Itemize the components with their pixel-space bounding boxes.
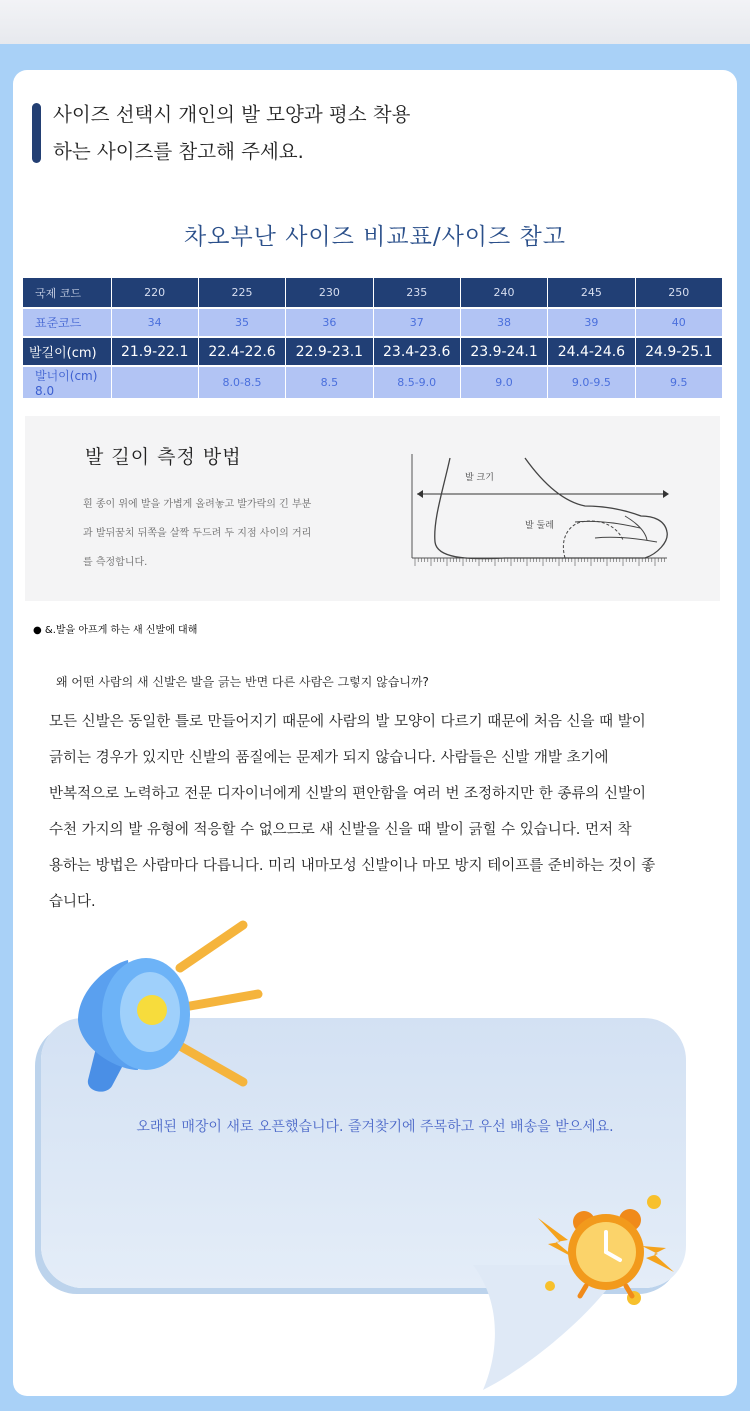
alarm-clock-icon [538, 1188, 688, 1308]
table-cell: 8.5 [286, 366, 373, 398]
section-heading: ● &.발을 아프게 하는 새 신발에 대해 [33, 625, 198, 636]
table-cell: 245 [548, 278, 635, 308]
content-card [13, 70, 737, 1396]
table-cell [111, 366, 198, 398]
table-row-standard-code [23, 308, 723, 337]
table-cell: 39 [548, 308, 635, 337]
table-cell: 240 [460, 278, 547, 308]
size-table [23, 278, 723, 398]
measure-description [83, 490, 311, 577]
table-cell: 9.5 [635, 366, 722, 398]
table-cell: 35 [198, 308, 285, 337]
table-cell: 36 [286, 308, 373, 337]
table-cell: 22.4-22.6 [198, 337, 285, 366]
megaphone-icon [68, 920, 268, 1110]
intro-line-2: 하는 사이즈를 참고해 주세요. [53, 140, 304, 163]
table-cell: 22.9-23.1 [286, 337, 373, 366]
girth-label: 발 둘레 [525, 521, 554, 531]
table-cell: 250 [635, 278, 722, 308]
intro-text [53, 96, 410, 170]
table-cell: 9.0-9.5 [548, 366, 635, 398]
table-cell: 230 [286, 278, 373, 308]
accent-bar [32, 103, 41, 163]
measure-title: 발 길이 측정 방법 [85, 446, 242, 468]
table-cell: 21.9-22.1 [111, 337, 198, 366]
table-cell: 23.4-23.6 [373, 337, 460, 366]
measure-desc-line: 를 측정합니다. [83, 557, 148, 568]
body-text [49, 704, 719, 920]
table-row-foot-width [23, 366, 723, 398]
body-line: 수천 가지의 발 유형에 적응할 수 없으므로 새 신발을 신을 때 발이 긁힐 수 있습니다. 먼저 착 [49, 822, 632, 838]
table-cell: 23.9-24.1 [460, 337, 547, 366]
table-cell: 24.9-25.1 [635, 337, 722, 366]
table-cell: 37 [373, 308, 460, 337]
table-cell: 235 [373, 278, 460, 308]
table-cell: 40 [635, 308, 722, 337]
table-row-international-code [23, 278, 723, 308]
row-label: 발길이(cm) [23, 337, 111, 366]
row-label: 국제 코드 [23, 278, 111, 308]
table-cell: 220 [111, 278, 198, 308]
table-cell: 38 [460, 308, 547, 337]
size-chart-title: 차오부난 사이즈 비교표/사이즈 참고 [184, 224, 566, 250]
table-cell: 24.4-24.6 [548, 337, 635, 366]
body-line: 반복적으로 노력하고 전문 디자이너에게 신발의 편안함을 여러 번 조정하지만 한 종류의 신발이 [49, 786, 646, 802]
row-label: 발너이(cm) 8.0 [23, 366, 111, 398]
intro-line-1: 사이즈 선택시 개인의 발 모양과 평소 착용 [53, 103, 411, 126]
measure-desc-line: 흰 종이 위에 발을 가볍게 올려놓고 발가락의 긴 부분 [83, 499, 312, 510]
question-text: 왜 어떤 사람의 새 신발은 발을 긁는 반면 다른 사람은 그렇지 않습니까? [56, 675, 429, 689]
body-line: 용하는 방법은 사람마다 다릅니다. 미리 내마모성 신발이나 마모 방지 테이프를 준비하는 것이 좋 [49, 858, 656, 874]
table-cell: 225 [198, 278, 285, 308]
table-cell: 34 [111, 308, 198, 337]
top-band [0, 0, 750, 44]
foot-diagram [395, 450, 675, 570]
table-cell: 9.0 [460, 366, 547, 398]
table-cell: 8.0-8.5 [198, 366, 285, 398]
body-line: 긁히는 경우가 있지만 신발의 품질에는 문제가 되지 않습니다. 사람들은 신발 개발 초기에 [49, 750, 609, 766]
measure-section [25, 416, 720, 601]
body-line: 습니다. [49, 894, 96, 910]
length-label: 발 크기 [465, 473, 494, 483]
table-cell: 8.5-9.0 [373, 366, 460, 398]
table-row-foot-length [23, 337, 723, 366]
notice-text: 오래된 매장이 새로 오픈했습니다. 즐겨찾기에 주목하고 우선 배송을 받으세요. [136, 1119, 614, 1135]
row-label: 표준코드 [23, 308, 111, 337]
measure-desc-line: 과 발뒤꿈치 뒤쪽을 살짝 두드려 두 지점 사이의 거리 [83, 528, 312, 539]
body-line: 모든 신발은 동일한 틀로 만들어지기 때문에 사람의 발 모양이 다르기 때문에 처음 신을 때 발이 [49, 714, 646, 730]
